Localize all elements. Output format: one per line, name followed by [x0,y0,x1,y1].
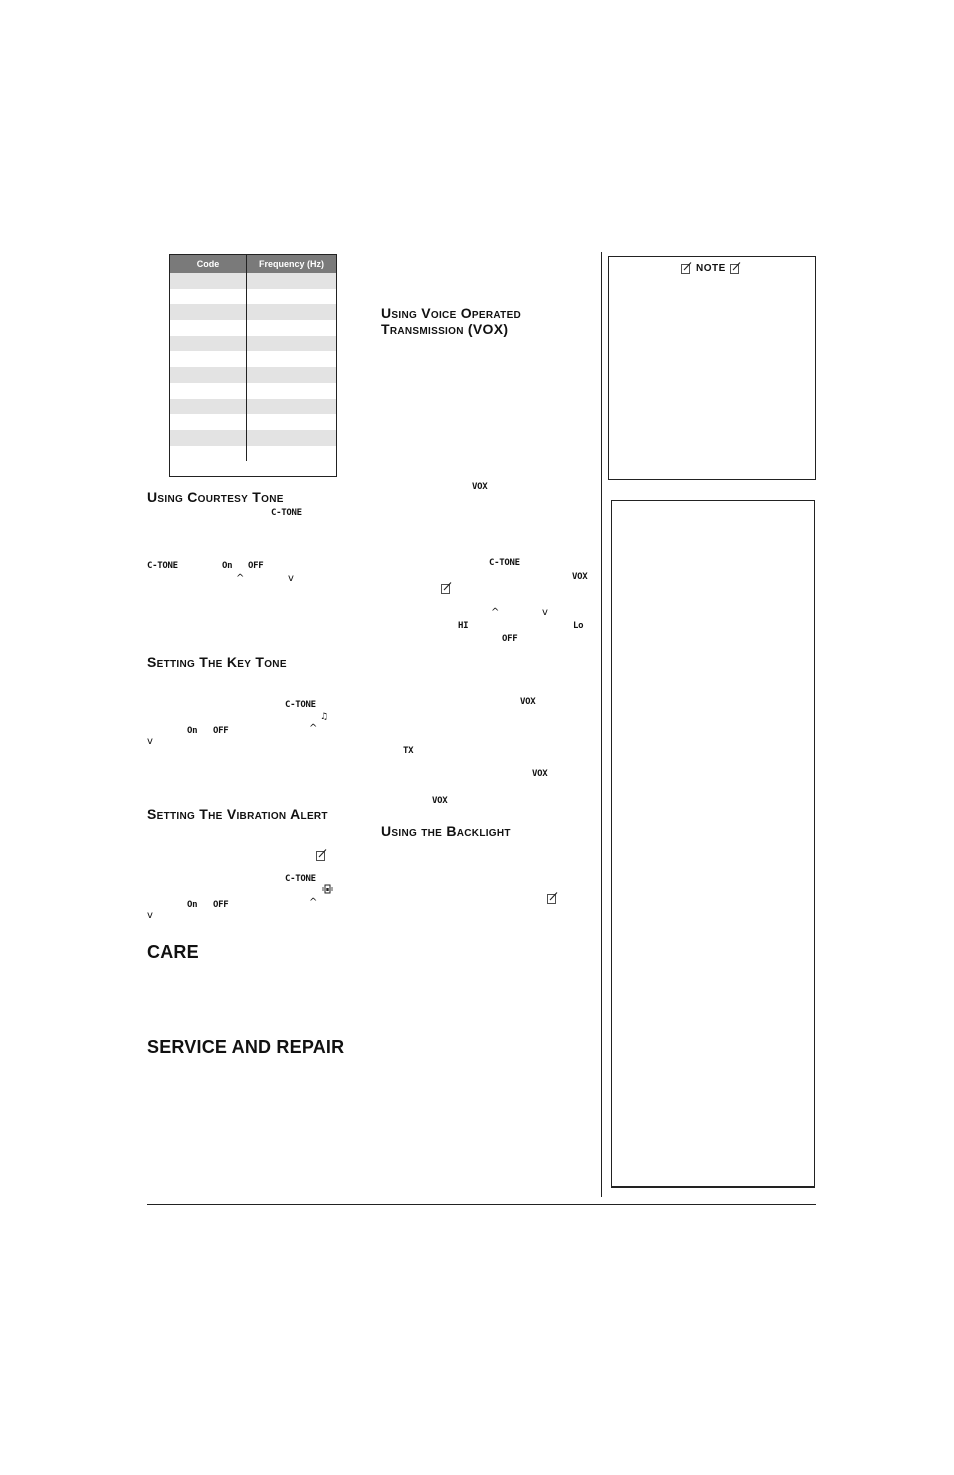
heading-setting-key-tone: Setting The Key Tone [147,654,287,670]
table-body [170,273,336,461]
table-cell-code [170,320,247,336]
table-cell-frequency [247,351,336,367]
footer-rule [147,1204,816,1205]
column-divider [601,252,602,1197]
heading-setting-vibration-alert: Setting The Vibration Alert [147,806,328,822]
heading-using-courtesy-tone: Using Courtesy Tone [147,489,284,505]
lcd-vox: VOX [472,482,488,492]
table-cell-frequency [247,430,336,446]
lcd-ctone: C-TONE [285,874,316,884]
heading-using-vox-line2: Transmission (VOX) [381,321,509,337]
table-row [170,289,336,305]
lcd-ctone: C-TONE [489,558,520,568]
table-header [170,255,336,273]
note-icon [730,262,741,274]
heading-care: CARE [147,942,199,962]
table-row [170,383,336,399]
lcd-vox: VOX [532,769,548,779]
table-cell-code [170,414,247,430]
lcd-vox: VOX [432,796,448,806]
table-cell-code [170,367,247,383]
table-cell-code [170,430,247,446]
down-arrow-icon: v [542,607,548,618]
table-row [170,414,336,430]
lcd-on: On [187,900,198,910]
table-row [170,351,336,367]
note-box [608,256,816,480]
heading-using-vox-line1: Using Voice Operated [381,305,522,321]
up-arrow-icon: ^ [236,573,245,584]
lcd-off: OFF [213,900,229,910]
table-cell-frequency [247,367,336,383]
note-icon [441,582,452,594]
sidebar-box [611,500,815,1188]
note-header [681,262,741,274]
table-header-frequency: Frequency (Hz) [258,259,324,269]
lcd-off: OFF [213,726,229,736]
up-arrow-icon: ^ [309,723,318,734]
table-cell-code [170,383,247,399]
lcd-off: OFF [502,634,518,644]
table-cell-code [170,446,247,462]
note-title: NOTE [696,262,726,274]
table-header-code: Code [170,255,247,273]
up-arrow-icon: ^ [309,897,318,908]
table-cell-frequency [247,399,336,415]
table-row [170,430,336,446]
table-row [170,336,336,352]
table-cell-frequency [247,336,336,352]
note-icon [547,892,558,904]
note-icon [681,262,692,274]
heading-using-backlight: Using the Backlight [381,823,511,839]
lcd-vox: VOX [520,697,536,707]
table-row [170,399,336,415]
lcd-on: On [222,561,233,571]
table-row [170,273,336,289]
code-frequency-table [169,254,337,477]
table-cell-frequency [247,414,336,430]
table-row [170,304,336,320]
table-cell-code [170,351,247,367]
lcd-lo: Lo [573,621,584,631]
down-arrow-icon: v [147,910,153,921]
table-cell-code [170,289,247,305]
lcd-ctone: C-TONE [271,508,302,518]
table-cell-frequency [247,320,336,336]
table-row [170,320,336,336]
music-note-icon: ♫ [320,712,329,722]
lcd-on: On [187,726,198,736]
table-row [170,367,336,383]
table-row [170,446,336,462]
note-icon [316,849,327,861]
down-arrow-icon: v [288,573,294,584]
heading-service-and-repair: SERVICE AND REPAIR [147,1037,345,1057]
table-cell-code [170,336,247,352]
table-cell-code [170,304,247,320]
table-cell-code [170,399,247,415]
table-cell-frequency [247,446,336,462]
vibrate-icon [322,884,333,894]
table-cell-frequency [247,304,336,320]
up-arrow-icon: ^ [491,607,500,618]
table-cell-code [170,273,247,289]
lcd-vox: VOX [572,572,588,582]
lcd-ctone: C-TONE [285,700,316,710]
table-cell-frequency [247,273,336,289]
table-cell-frequency [247,383,336,399]
lcd-tx: TX [403,746,414,756]
down-arrow-icon: v [147,736,153,747]
lcd-off: OFF [248,561,264,571]
lcd-hi: HI [458,621,469,631]
lcd-ctone: C-TONE [147,561,178,571]
table-cell-frequency [247,289,336,305]
